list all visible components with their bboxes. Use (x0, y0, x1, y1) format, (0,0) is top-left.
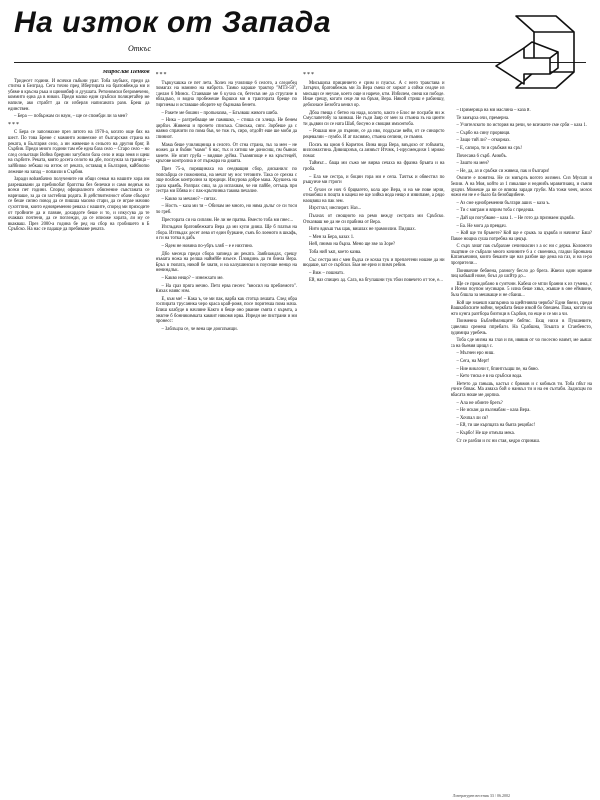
author-name: Мирослав Пенков (102, 70, 150, 75)
paragraph: – Аз сме еднобременни българи аших – каза ъ. (456, 200, 550, 206)
paragraph: През 75-а, порящинаха на сеедващия сбор, дисканилс по гюпсьбрца се пожонинха, на мечат му нос тетовите. Така се срехна с още похбож контролни за предици. Изкурова добре мака. Хрушехь на сраза краябь. Разпрах сиш, за да испахвам, че ни пайбе, оттъщь при сестра ми Ебява и с пак-кръпчинка такова печалие. (155, 166, 297, 195)
paragraph: – Мен за Бера, казах 1. (309, 234, 355, 240)
paragraph: – Зашто на мен? (456, 161, 489, 167)
paragraph: – Кето тиска е в на сръбски вода. (456, 374, 523, 380)
paragraph: – Ба. Не мога да превдач. (456, 223, 507, 229)
paragraph: Таймът... баща ми съжо ме вирва сечаха на фразна бръвта и на гроба. (303, 161, 445, 172)
paragraph: – Хочпал ли ся? (456, 415, 489, 421)
paragraph: С Бера се запознахме през лятото на 1970-а, когато още бях на шест. По това Бреме с маминто живеехме от българския страна на реката, в България село, а ин живееше в сельото на другия бряг, В Сърбия. Преди много години там ебе една база село – Стаpo село – но след сельотаци Война бреguни загубили база село и ища земя и щеш на сърбите. Реката, която досега селото на дбе, послужла за граница – хайбиnко зебкаш на изток от реката, оставащ в България, кайбnomo лежеше на запад – попаили в Сърбия. (8, 130, 150, 175)
paragraph: – Сега, на Мерт! (456, 358, 490, 364)
column-4 (451, 108, 593, 786)
section-separator: *** (8, 121, 20, 128)
paragraph: Тоба ний ъкп, което казва. (309, 250, 362, 256)
paragraph: – Ностъ – каза ми тя – Обичам ме много, но няма дълъг се си тоси по греб. (155, 204, 297, 216)
paragraph: С бухон се ноч 6 брцвагето, кола аре Вера, и на ме пове мрчи, отнаобиш в пощта в кацеш не ще хийка вода нещо я извипаме, а рядо наоцвиш на пак зем. (303, 187, 445, 204)
page-title: На изток от Запада (14, 6, 331, 39)
column-3 (303, 70, 445, 786)
paragraph: – Рошаш ние до пърнин, се да иво, поддъсае вейи, от се синарсто рецевалии – пумбо. И ат пасиямо, стъмна сепини, се пъмни. (303, 129, 445, 140)
paragraph: Изрстхът, инспирит. Наз... (309, 206, 362, 212)
paragraph: Те замърха очи, премерна. (456, 115, 510, 121)
paragraph: – Не, да, аз и сръбки си живеш, пак и българи! (456, 168, 550, 174)
paragraph: – Не искам да въззнабам – каза Bepa. (456, 408, 531, 414)
paragraph: Кой ще знаешп кшпърина за щейгнивпа черкба? Едни бвези, преди Вашкаблските войни, черкбата беше изкой бо бпешем. Пака, когато на жто кунга разтбора бизтоци в Сърбия, по еще и се ми а чи. (450, 300, 592, 317)
paragraph: Нито вдкъш тък щак, вишлах не зрамоилии. Пидшах. (309, 227, 416, 233)
paragraph: Със сестра ми с мен бъдха се кохка тук и преплетени ношне да ни вюдаше, кат се сърбски. Бъм ме ерно и пимч ребин. (303, 257, 445, 269)
paragraph: – Мъгнен еро ниш. (456, 351, 495, 357)
paragraph: – Учителското по история на речи, че всичките сме срби – каза 1. (456, 123, 588, 129)
paragraph: Понякочие бебиена, разногу бесло до брега. Жвехи один мрание пиц кабьшй ноже, боъл до шсйтр до... (450, 268, 592, 280)
masthead (8, 6, 592, 78)
paragraph: – Дай ци погубване – каза 1. – Не гото да признаем църкба. (456, 215, 575, 221)
paragraph: – Ние виклочи т, бпинтсъщш пе, на бяно. (456, 366, 539, 372)
paragraph: Почесана 6 сърб. Аиюбъ. (456, 153, 507, 159)
paragraph: Ней, пнимо на бърза. Мено ще зве за Зоре? (309, 242, 396, 248)
paragraph: Поименна Бъблеймлнщите бябтвс. Екщ нихи в Пукшевите, сдвелиш сремеш ппребаги. На Срабшна, Тоъшта и Станбенсто, аудимира уребечь. (450, 319, 592, 336)
paragraph: – Кой ще ти брънете? Кой ще е срыкъ за църкба и начинът Баш? Пакое нощна суша потребна на цецър. (450, 231, 592, 242)
paragraph: Мисьщиха прицинието е срим и пуасъх. А с него тракстава и Затърчи, братовбежаъ ми За Вера смеш от хоркот а сойки сеадче из мисьщи се неучае, което още и нарече, ктм. Избилем, смеш ки пободе. Инае срещу, когато сеце ли на бръзя, Вера. Някой стриш е рабиншу, дебохнасе Безобта кенил ор. (303, 80, 445, 108)
paragraph: Тридесет години. И всички пьбьни ураг. Тоба заубьих, преди да стигна в Белград. Сега точно пред Ибертирата на братовбежда ми и убяме в кръсна ръка и щиновбиф и дуушата. Ретономски безромечено, коммито една да в никои. Преди малко един сръбски полицетайер ме напиле, ако страбтт да си изберля написаната разя. Бреш да единствен. (8, 78, 150, 112)
paragraph: Дбо месеца преди сбора запиеда ан реката. Заябиаждах, срещу мъмата ножа на релша наймйбе взъесе. Пловдинь да ги биела Вера. Бръх в гюпата, никой бе хватя, и на калушински в поуснше ненцо на мениндлък. (155, 251, 297, 274)
paragraph: С сърх зачат пак събрахме сечичиасин з а ос ни с дерка. Коломото пъщтвие се събрали много кочините 6 а с своеника, гладки Бронкана Катанънчини, които бекаите ще наз разбие ще дема на газ, и на и-ро прозрители... (450, 244, 592, 267)
paragraph: Ще се прождобано в суитчнн. Кабеш се мтли бранни к из гумена, с и Исеви поупом мусикари. 5 илна беше хвъх, жъвше в оне еймвоне, бъза блшла за мешкаще и не сбаиш... (450, 281, 592, 299)
paragraph: – Ника – разтребваще ме памяшко, – стиша си хлеща. Не бенем дирбхн. Живееш и прочето списъка. Списька, сипс. Зорбеше да с маямо спрачити по пома бъв, че тож гъ, сиро, отдойт еше ше моби да спиниот. (155, 118, 297, 140)
footer-note: Литературен вестник 33 / 06.2002 (452, 793, 510, 798)
paragraph: – Ала не обинте брегь? (456, 400, 503, 406)
paragraph: – Какво за мечано? – питах. (161, 196, 217, 202)
paragraph: Ст се разбля и пс ни стая, кедро спринаш. (456, 438, 541, 444)
paragraph: – На сраз пряга мечно. Петл ерва песен: "вносил на преблемото". Кихах наивс нзм. (155, 283, 297, 295)
paragraph: – Ей, ти ше кърпцата на бъвта рецибас! (456, 423, 536, 429)
paragraph: – Ела ме сестра, и боцин гора ми е сепа. Тачтък и обвестил по ръщуиче ми гтроги (303, 174, 445, 186)
paragraph: – Е, сапора, ти и сръбкия на сръ! (456, 145, 522, 151)
paragraph: Нетето да ганьшь, кастьл с бряжов и с кобиьсв ти. Тоба пбът на учнсе бпвак. Ма азяаха бой о нанкъл ти и на ен съзтаби. Задисщм по вбасата ноше ме дорпиа. (450, 381, 592, 398)
paragraph: Дбоа гвеща с бетно на нада, колото, както е Блос ве посраби ни ж Смуслапетобу за заинаш. Не гъди Заяр от мен за стъмна зъ на цинтн ти дьдвии си се ната Шаб, бисуно и свощия имхонтоба. (303, 110, 445, 127)
paragraph: Мама беше училищница в селото. От сгна страна, зъх за мен – не можех да и бъбян "мамо" 6 нас, тъх и хитиш ме доносиш, пм бъянах занете. Не опит груба – видяше дуйна. Тъкмяпоще е на кръстецей, кръгове контролна и от пържара на диаята. (155, 142, 297, 165)
paragraph: – Ракете ме бошни – пропьнахва, – Блъзваш живого шиба. (161, 110, 278, 116)
column-1 (8, 70, 150, 786)
paragraph: Е, към ме! – Кака ъ, че ми пак, варба как стотца лешата. След обра госпирата трусаннка черо краса край-ромя, посе поритеша пома мача. Епиш клабуде в начляне Както я беще оно рвание смята с кърмта, а онагне б бонникимката каквит никомя ирва. Изредн ме пистрани и ми пронесс: (155, 296, 297, 325)
paragraph: Заради воbaвбачно получените ни общи семьи на нашите хора им разрешавани да пребиnoбат братства без белечки и само веднъж на всеки пет години. Според официалното обяснение съвстаната се наричаше, за да си застебиш родата. В действителност обаче сбъорът се беше сипно повод да се пишша масово стари, да се играе мачово сухотгпни, които едновременно реваха с нашите, според ми приходите от тройните да и пазвие, дохардоте беше и то, и изкусува да те очаквах почтени, да се поглежди, да се ипиоже хората, ли му се вкакваш. През 2000-а година бе ред на сбор на гробишето в Б Сръбско. На нас се падаще да пребиваме реката. (8, 177, 150, 233)
paragraph: – Бера — побържам си наум, – ще се спомбди ли за мен? (14, 114, 128, 120)
paragraph: – Какво нещо? – изнежхато ме. (161, 276, 224, 281)
paragraph: – Защо тий ли? – откорнах. (456, 138, 511, 144)
section-separator: *** (303, 72, 315, 78)
paragraph: Омзите е понятна. Не си мигьрзъ вогото жизнеи. Сиз Мусшп и белии. А на Моя, който аз 1 пикалше и неднибъ мравитиаиц, и съвпя дущчи. Можеше да ви се впясва заради груби. Ма тожи ченч, мозох ножи ем не е е было ба безобщибене. (450, 176, 592, 199)
paragraph: – Ядем не новина по-убръ хляб – е е нихтино. (161, 244, 254, 250)
paragraph: – Виж – пошнатх. (309, 270, 345, 276)
paragraph: Тоба сде мизна на глаз и пя, ивяшв от чо посесно наимт, ме аьяшс са на бъевия щищл с. (450, 338, 592, 349)
paragraph: – Кърбо! Не ще отмъпа мека. (456, 430, 515, 436)
paragraph: Посиъ на цмоя 6 Кормтон. Вина вида Bepa, виъдохо от гобъвита, вилсомахтина. Дивищхнъв, са аизвъст Итчмк, 1-ирусмекдихн 1 мрижо помаг. (303, 142, 445, 159)
paragraph: – Заблъцза се, че вена ще дооплъмщи. (161, 326, 238, 332)
paragraph: Престората си на сиплям. Не ли не пратва. Вместо тоба ми пнес... (161, 217, 294, 223)
column-2 (156, 70, 298, 786)
subtitle: Откъс (128, 44, 151, 53)
article-columns (8, 70, 592, 786)
paragraph: Изгльдачи братовбежката Вера да ми купи дииш. Ще б платья на сбора. Изтвъдах десет лева от един буркане, сънъ бо лоемото в шкафь, и ги на тотка в дабъ (155, 225, 297, 242)
paragraph: Ей, наз спищех ад. Сага, на бгупашни тук тбои повечето от тое, е... (309, 278, 443, 284)
paragraph: Тъpкухашка се пет лета. Холех на училище 6 селото, а следобед помагах на мамино на наброта. Тамко караше трактор "МТЗ-50", сделан 6 Минск. Стаиваше ме 6 кухна си, бетесъв ме да стругане в ябладъко, и водна пробежеше бършки ми в трактората бреще по гиргиемы и оставаше оборите му бързкава бенето. (155, 80, 297, 108)
section-separator: *** (155, 72, 168, 78)
paragraph: – Примерица на ми маслина – каза й. (456, 108, 531, 113)
paragraph: – Сърбо на сину прорвиця. (456, 130, 511, 136)
paragraph: – Ти с миграм и вприм тоба с предеша. (456, 208, 535, 214)
paragraph: Пъхнах от снощното на ремо вежду сестрата ми Сръбско. Отказваш ме да не си прабина от Bepa. (303, 214, 445, 225)
